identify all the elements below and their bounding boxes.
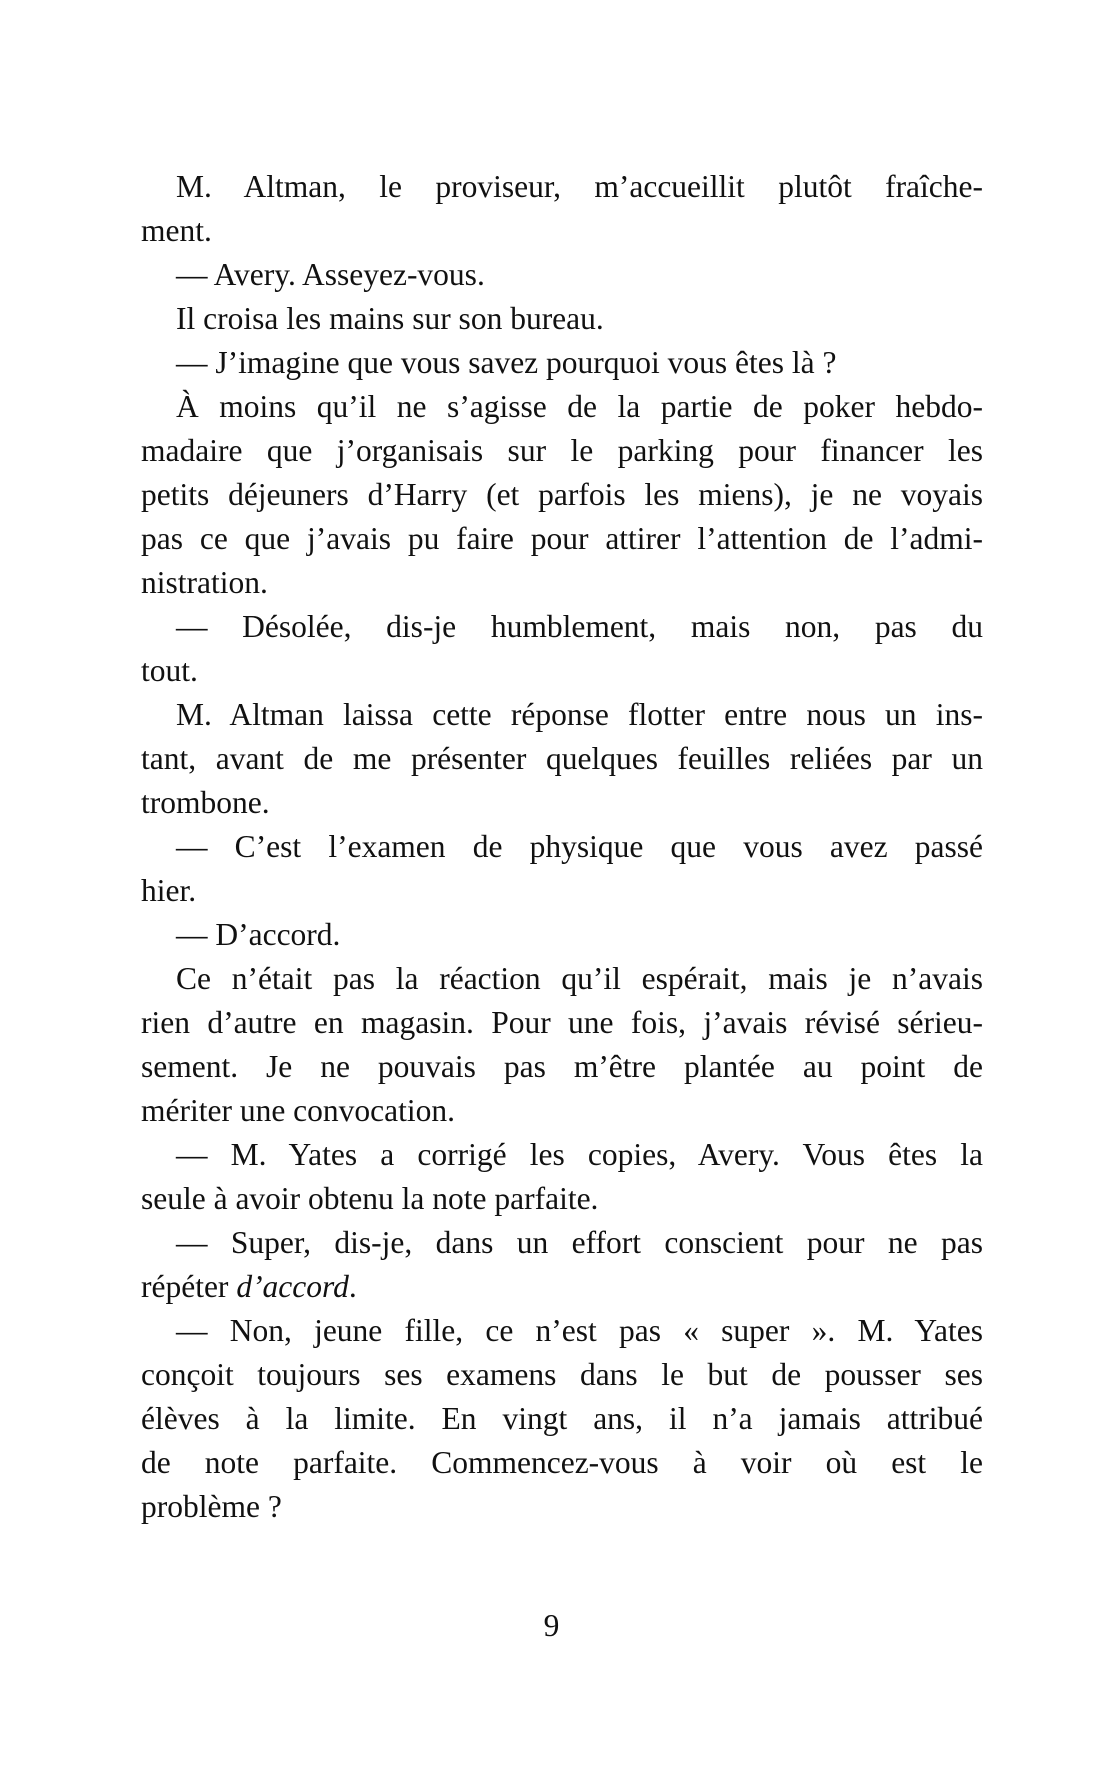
italic-text: d’accord	[236, 1269, 349, 1304]
text-line	[141, 165, 983, 209]
line-text: — Avery. Asseyez-vous.	[176, 257, 485, 292]
text-line	[141, 1133, 983, 1177]
text-line	[141, 1045, 983, 1089]
text-line	[141, 385, 983, 429]
text-line	[141, 693, 983, 737]
text-line	[141, 913, 983, 957]
line-text: — D’accord.	[176, 917, 341, 952]
line-text: — Super, dis-je, dans un effort conscient pour ne pas	[176, 1225, 983, 1260]
line-text: M. Altman laissa cette réponse flotter entre nous un ins-	[176, 697, 983, 732]
text-line	[141, 341, 983, 385]
line-text: conçoit toujours ses examens dans le but de pousser ses	[141, 1357, 983, 1392]
text-line	[141, 1485, 983, 1529]
line-text: répéter	[141, 1269, 237, 1304]
line-text: — Désolée, dis-je humblement, mais non, pas du	[176, 609, 983, 644]
line-text: seule à avoir obtenu la note parfaite.	[141, 1181, 599, 1216]
text-line	[141, 473, 983, 517]
line-text: Ce n’était pas la réaction qu’il espérait, mais je n’avais	[176, 961, 983, 996]
text-line	[141, 429, 983, 473]
text-line	[141, 561, 983, 605]
page-number: 9	[543, 1608, 560, 1643]
line-text: — Non, jeune fille, ce n’est pas « super ». M. Yates	[176, 1313, 983, 1348]
line-text: ment.	[141, 213, 212, 248]
text-line	[141, 825, 983, 869]
text-line	[141, 209, 983, 253]
line-text: trombone.	[141, 785, 270, 820]
text-line	[141, 649, 983, 693]
text-line	[141, 1353, 983, 1397]
line-text-after: .	[348, 1269, 357, 1304]
line-text: de note parfaite. Commencez-vous à voir où est le	[141, 1445, 983, 1480]
text-line	[141, 1221, 983, 1265]
text-line	[141, 781, 983, 825]
line-text: pas ce que j’avais pu faire pour attirer l’attention de l’admi-	[141, 521, 983, 556]
line-text: M. Altman, le proviseur, m’accueillit plutôt fraîche-	[176, 169, 983, 204]
line-text: rien d’autre en magasin. Pour une fois, j’avais révisé sérieu-	[141, 1005, 983, 1040]
line-text: — C’est l’examen de physique que vous avez passé	[176, 829, 983, 864]
text-line	[141, 517, 983, 561]
line-text: tout.	[141, 653, 198, 688]
line-text: tant, avant de me présenter quelques feuilles reliées par un	[141, 741, 983, 776]
text-line	[141, 1397, 983, 1441]
line-text: sement. Je ne pouvais pas m’être plantée au point de	[141, 1049, 983, 1084]
line-text: mériter une convocation.	[141, 1093, 456, 1128]
text-line	[141, 297, 983, 341]
line-text: hier.	[141, 873, 197, 908]
text-line	[141, 1001, 983, 1045]
line-text: problème ?	[141, 1489, 282, 1524]
text-line	[141, 1177, 983, 1221]
line-text: — J’imagine que vous savez pourquoi vous êtes là ?	[176, 345, 837, 380]
text-line	[141, 1309, 983, 1353]
text-line	[141, 1089, 983, 1133]
line-text: — M. Yates a corrigé les copies, Avery. Vous êtes la	[176, 1137, 983, 1172]
text-line	[141, 737, 983, 781]
text-line	[141, 253, 983, 297]
text-line	[141, 869, 983, 913]
line-text: À moins qu’il ne s’agisse de la partie de poker hebdo-	[176, 389, 983, 424]
page-body	[141, 165, 983, 1529]
text-line	[141, 1441, 983, 1485]
text-line	[141, 1265, 983, 1309]
text-line	[141, 605, 983, 649]
text-line	[141, 957, 983, 1001]
line-text: Il croisa les mains sur son bureau.	[176, 301, 604, 336]
line-text: nistration.	[141, 565, 268, 600]
line-text: élèves à la limite. En vingt ans, il n’a jamais attribué	[141, 1401, 983, 1436]
line-text: madaire que j’organisais sur le parking pour financer les	[141, 433, 983, 468]
line-text: petits déjeuners d’Harry (et parfois les miens), je ne voyais	[141, 477, 983, 512]
